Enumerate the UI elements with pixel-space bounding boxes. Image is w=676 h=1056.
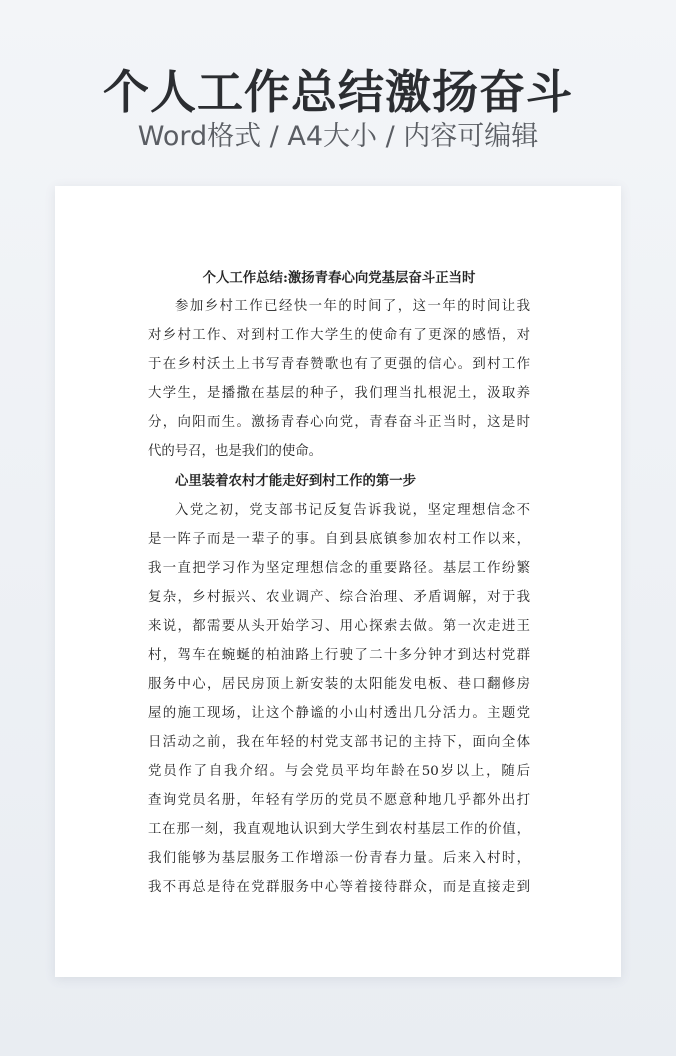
document-body: [148, 264, 530, 902]
section-subheading: 心里装着农村才能走好到村工作的第一步: [175, 473, 417, 489]
paragraph-line: 代的号召，也是我们的使命。: [148, 444, 323, 459]
paragraph-line: 村，驾车在蜿蜒的柏油路上行驶了二十多分钟才到达村党群: [148, 648, 530, 663]
document-heading: 个人工作总结:激扬青春心向党基层奋斗正当时: [202, 270, 476, 286]
paragraph-line: 我一直把学习作为坚定理想信念的重要路径。基层工作纷繁: [148, 561, 530, 576]
paragraph-line: 参加乡村工作已经快一年的时间了，这一年的时间让我: [175, 299, 530, 314]
paragraph-line: 对乡村工作、对到村工作大学生的使命有了更深的感悟，对: [148, 328, 530, 343]
paragraph-section: [148, 496, 530, 902]
banner-title: 个人工作总结激扬奋斗: [103, 65, 573, 119]
paragraph-line: 查询党员名册，年轻有学历的党员不愿意种地几乎都外出打: [148, 793, 530, 808]
paragraph-line: 工在那一刻，我直观地认识到大学生到农村基层工作的价值，: [148, 822, 530, 837]
paragraph-line: 大学生，是播撒在基层的种子，我们理当扎根泥土，汲取养: [148, 386, 530, 401]
paragraph-line: 我们能够为基层服务工作增添一份青春力量。后来入村时，: [148, 851, 530, 866]
paragraph-line: 服务中心，居民房顶上新安装的太阳能发电板、巷口翻修房: [148, 677, 530, 692]
paragraph-line: 是一阵子而是一辈子的事。自到县底镇参加农村工作以来，: [148, 532, 530, 547]
paragraph-line: 屋的施工现场，让这个静谧的小山村透出几分活力。主题党: [148, 706, 530, 721]
paragraph-line: 来说，都需要从头开始学习、用心探索去做。第一次走进王: [148, 619, 530, 634]
paragraph-line: 分，向阳而生。激扬青春心向党，青春奋斗正当时，这是时: [148, 415, 530, 430]
document-page: [55, 186, 621, 977]
paragraph-line: 复杂，乡村振兴、农业调产、综合治理、矛盾调解，对于我: [148, 590, 530, 605]
paragraph-line: 我不再总是待在党群服务中心等着接待群众，而是直接走到: [148, 880, 530, 895]
paragraph-line: 日活动之前，我在年轻的村党支部书记的主持下，面向全体: [148, 735, 530, 750]
paragraph-line: 入党之初，党支部书记反复告诉我说，坚定理想信念不: [175, 503, 530, 518]
paragraph-line: 于在乡村沃土上书写青春赞歌也有了更强的信心。到村工作: [148, 357, 530, 372]
paragraph-intro: [148, 292, 530, 466]
paragraph-line: 党员作了自我介绍。与会党员平均年龄在50岁以上，随后: [148, 764, 530, 779]
banner-subtitle: Word格式 / A4大小 / 内容可编辑: [137, 121, 539, 152]
